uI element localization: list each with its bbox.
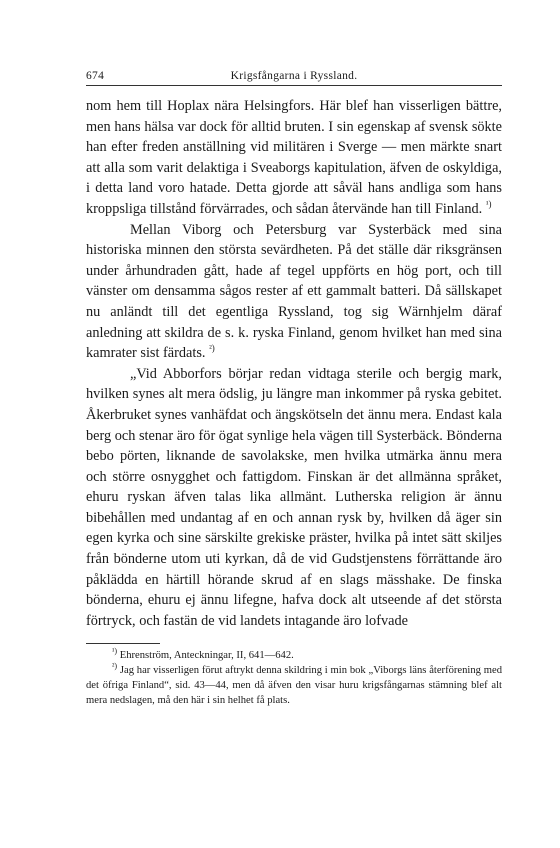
- footnote-text: Ehrenström, Anteckningar, II, 641—642.: [119, 650, 294, 662]
- footnote-divider: [86, 643, 160, 644]
- footnote-mark: ¹): [112, 646, 118, 656]
- paragraph: [86, 364, 502, 632]
- footnote-ref: ¹): [485, 199, 492, 210]
- paragraph: [86, 220, 502, 364]
- paragraph-text: „Vid Abborfors börjar redan vidtaga sterile och bergig mark, hvilken synes alt mera ödslig, ju längre man inkommer på ryska gebitet. Åkerbruket synes vanhäfdat och ängskötseln det ännu mera. Endast kala berg och stenar äro för ögat synlige hela vägen till Systerbäck. Bönderna bebo pörten, liknande de savolakske, men hvilka utmärka ännu mera och större osnygghet och fattigdom. Finskan är det allmänna språket, ehuru ryskan äfven talas lika allmänt. Lutherska religion är ännu bibehållen med undantag af en och annan rysk by, hvilken då äger sin egen kyrka och sine särskilte grekiske präster, hvilka på intet sätt skiljes från bönderne utom uti kyrkan, då de vid Gudstjenstens förrättande äro påklädda en härtill hörande skrud af en slags mässhake. De finska bönderna, ehuru ej ännu lifegne, hafva dock alt utseende af det största förtryck, och fastän de vid landets intagande äro lofvade: [86, 365, 502, 629]
- running-header: [86, 70, 502, 86]
- page-number: 674: [86, 70, 105, 82]
- footnote: [86, 663, 502, 708]
- paragraph: [86, 96, 502, 220]
- footnote: [86, 648, 502, 663]
- running-title: Krigsfångarna i Ryssland.: [230, 70, 358, 82]
- footnote-ref: ²): [209, 343, 215, 354]
- book-page: [86, 70, 502, 708]
- footnote-text: Jag har visserligen förut aftrykt denna skildring i min bok „Viborgs läns återförening med det öfriga Finland“, sid. 43—44, men då äfven den visar huru krigsfångarnas stämning blef alt mera nedslagen, må den här i sin helhet få plats.: [86, 665, 502, 707]
- footnotes: [86, 648, 502, 708]
- paragraph-text: nom hem till Hoplax nära Helsingfors. Här blef han visserligen bättre, men hans hälsa var dock för alltid bruten. I sin egenskap af svensk sökte han efter freden anställning vid militären i Sverge — men märkte snart att alla som varit delaktiga i Sveaborgs kapitulation, äfven de oskyldiga, i detta land voro hatade. Detta gjorde att såväl hans andliga som hans kroppsliga tillstånd förvärrades, och sådan återvände han till Finland.: [86, 98, 502, 217]
- body-text: [86, 96, 502, 631]
- paragraph-text: Mellan Viborg och Petersburg var Systerbäck med sina historiska minnen den största sevärdheten. På det ställe där riksgränsen under århundraden gått, hade af tegel uppförts en hög port, och till vänster om densamma sågos rester af ett gammalt batteri. Då sällskapet nu anländt till det egentliga Ryssland, tog sig Wärnhjelm däraf anledning att skildra de s. k. ryska Finland, genom hvilket han med sina kamrater sist färdats.: [86, 221, 502, 362]
- footnote-mark: ²): [112, 661, 118, 671]
